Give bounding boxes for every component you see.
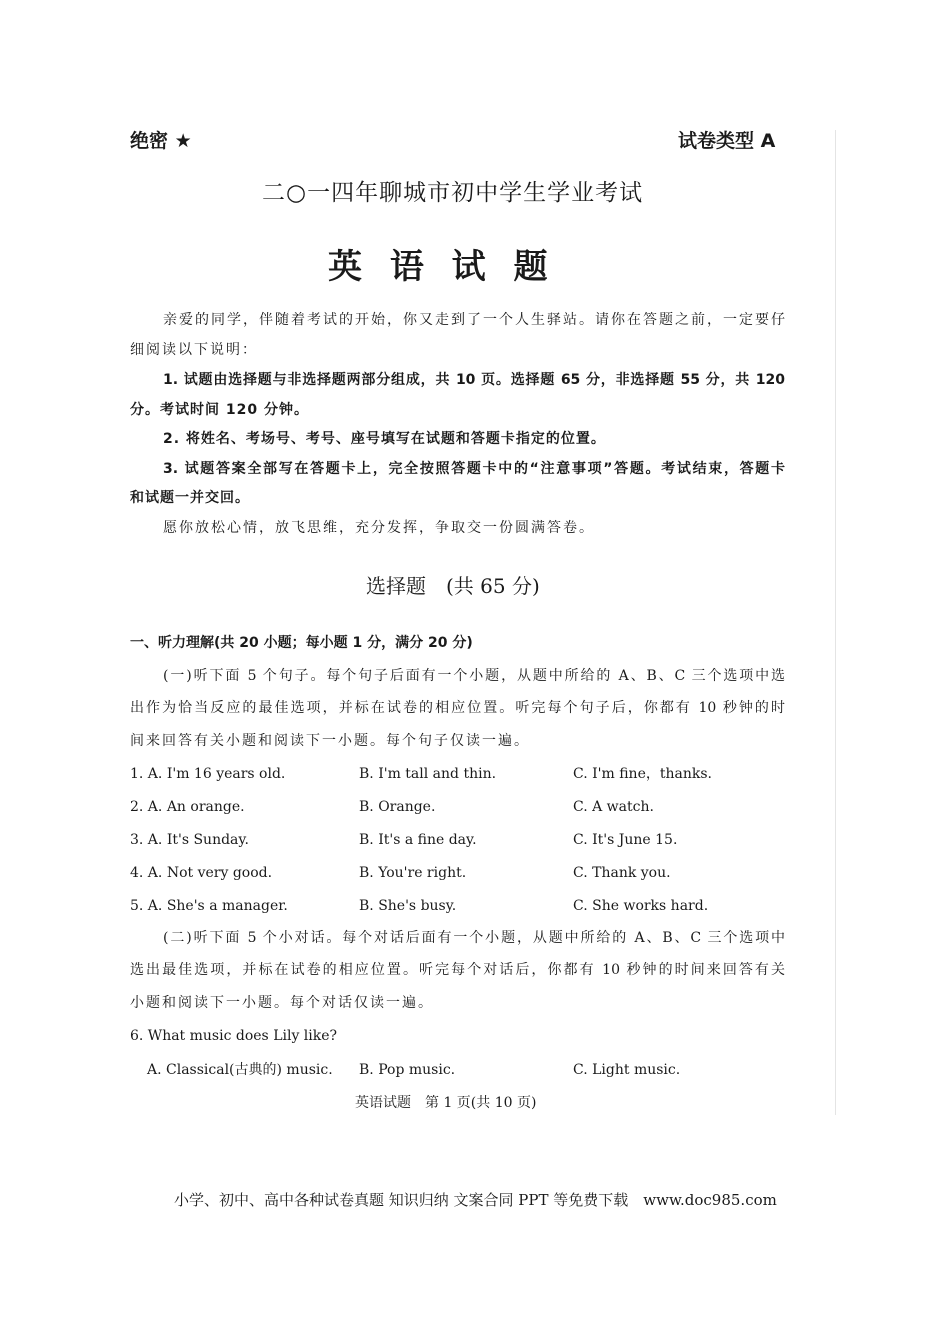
exam-title: 二○一四年聊城市初中学生学业考试: [262, 180, 644, 206]
intro-line: 亲爱的同学，伴随着考试的开始，你又走到了一个人生驿站。请你在答题之前，一定要仔: [163, 312, 785, 328]
secret-label: 绝密 ★: [130, 130, 192, 152]
q6-option-c: C. Light music.: [573, 1062, 681, 1078]
instruction-3: 3. 试题答案全部写在答题卡上，完全按照答题卡中的“注意事项”答题。考试结束，答题卡: [163, 461, 785, 477]
instruction-2: 2. 将姓名、考场号、考号、座号填写在试题和答题卡指定的位置。: [163, 431, 606, 447]
sub1-line: 间来回答有关小题和阅读下一小题。每个句子仅读一遍。: [130, 733, 530, 749]
q1-option-b: B. I'm tall and thin.: [359, 766, 497, 782]
instruction-3-cont: 和试题一并交回。: [130, 490, 250, 506]
q3-option-a: 3. A. It's Sunday.: [130, 832, 249, 848]
q3-option-b: B. It's a fine day.: [359, 832, 477, 848]
instruction-1-cont: 分。考试时间 120 分钟。: [130, 402, 309, 418]
scan-edge-line: [835, 130, 836, 1115]
section-title: 选择题 (共 65 分): [366, 574, 540, 598]
instruction-1: 1. 试题由选择题与非选择题两部分组成，共 10 页。选择题 65 分，非选择题 55 分，共 120: [163, 372, 785, 388]
q2-option-a: 2. A. An orange.: [130, 799, 245, 815]
q1-option-c: C. I'm fine，thanks.: [573, 766, 712, 782]
subject-title: 英 语 试 题: [328, 247, 556, 287]
q4-option-c: C. Thank you.: [573, 865, 671, 881]
sub2-line: 小题和阅读下一小题。每个对话仅读一遍。: [130, 995, 434, 1011]
wish-line: 愿你放松心情，放飞思维，充分发挥，争取交一份圆满答卷。: [163, 520, 595, 536]
q5-option-a: 5. A. She's a manager.: [130, 898, 288, 914]
sub2-line: (二)听下面 5 个小对话。每个对话后面有一个小题，从题中所给的 A、B、C 三个选项中: [163, 930, 785, 946]
q5-option-c: C. She works hard.: [573, 898, 709, 914]
bottom-banner: 小学、初中、高中各种试卷真题 知识归纳 文案合同 PPT 等免费下载 www.doc985.com: [174, 1191, 777, 1209]
q4-option-a: 4. A. Not very good.: [130, 865, 273, 881]
page-footer: 英语试题 第 1 页(共 10 页): [355, 1095, 537, 1111]
paper-type: 试卷类型 A: [678, 130, 776, 152]
sub2-line: 选出最佳选项，并标在试卷的相应位置。听完每个对话后，你都有 10 秒钟的时间来回答有关: [130, 962, 785, 978]
q4-option-b: B. You're right.: [359, 865, 467, 881]
part1-heading: 一、听力理解(共 20 小题；每小题 1 分，满分 20 分): [130, 635, 473, 651]
intro-line: 细阅读以下说明：: [130, 342, 258, 358]
q3-option-c: C. It's June 15.: [573, 832, 678, 848]
sub1-line: (一)听下面 5 个句子。每个句子后面有一个小题，从题中所给的 A、B、C 三个选项中选: [163, 668, 785, 684]
q5-option-b: B. She's busy.: [359, 898, 457, 914]
q2-option-c: C. A watch.: [573, 799, 654, 815]
q6-option-b: B. Pop music.: [359, 1062, 456, 1078]
q6-option-a: A. Classical(古典的) music.: [147, 1062, 333, 1078]
q6-stem: 6. What music does Lily like?: [130, 1028, 338, 1044]
sub1-line: 出作为恰当反应的最佳选项，并标在试卷的相应位置。听完每个句子后，你都有 10 秒钟的时: [130, 700, 785, 716]
q1-option-a: 1. A. I'm 16 years old.: [130, 766, 286, 782]
q2-option-b: B. Orange.: [359, 799, 436, 815]
